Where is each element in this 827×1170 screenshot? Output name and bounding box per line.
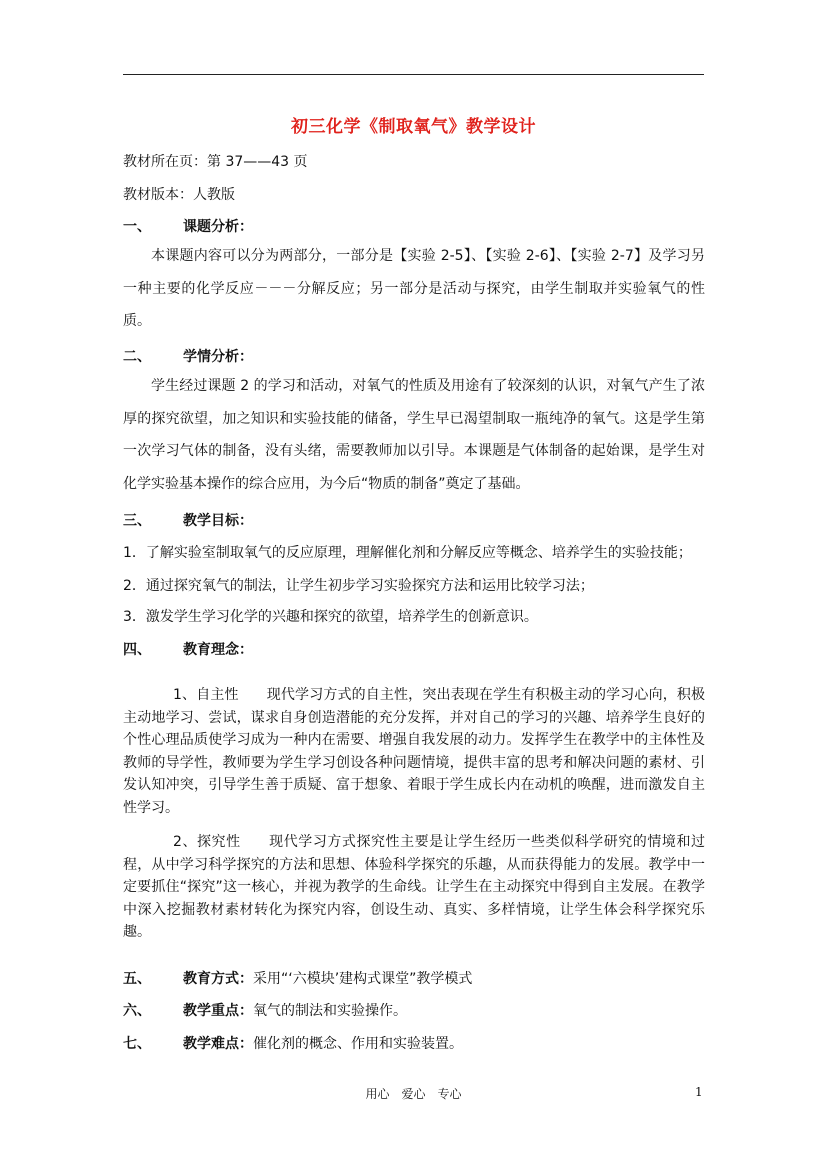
page-number: 1 (695, 1085, 703, 1099)
section-title: 课题分析： (183, 219, 253, 235)
philosophy-text: 现代学习方式探究性主要是让学生经历一些类似科学研究的情境和过程，从中学习科学探究的方法和思想、体验科学探究的乐趣，从而获得能力的发展。教学中一定要抓住“探究”这一核心，并视为教学的生命线。让学生在主动探究中得到自主发展。在教学中深入挖掘教材素材转化为探究内容，创设生动、真实、多样情境，让学生体会科学探究乐趣。 (123, 834, 705, 940)
section-number: 六、 (123, 1003, 151, 1019)
section-number: 三、 (123, 513, 151, 529)
section-number: 二、 (123, 349, 151, 365)
section-4-heading (123, 639, 253, 659)
section-title: 学情分析： (183, 349, 253, 365)
section-number: 四、 (123, 642, 151, 658)
textbook-edition: 教材版本：人教版 (123, 187, 235, 203)
footer-motto: 用心 爱心 专心 (365, 1087, 462, 1101)
philosophy-text: 现代学习方式的自主性，突出表现在学生有积极主动的学习心向，积极主动地学习、尝试，谋求自身创造潜能的充分发挥，并对自己的学习的兴趣、培养学生良好的个性心理品质使学习成为一种内在需要、增强自我发展的动力。发挥学生在教学中的主体性及教师的导学性，教师要为学生学习创设各种问题情境，提供丰富的思考和解决问题的素材、引发认知冲突，引导学生善于质疑、富于想象、着眼于学生成长内在动机的唤醒，进而激发自主性学习。 (123, 687, 705, 816)
section-text: 采用“‘六模块’建构式课堂”教学模式 (253, 971, 473, 987)
section-1-body: 本课题内容可以分为两部分，一部分是【实验 2-5】、【实验 2-6】、【实验 2-7】及学习另一种主要的化学反应－－－分解反应；另一部分是活动与探究，由学生制取并实验氧气的性质。 (123, 248, 705, 329)
section-1-heading (123, 216, 253, 236)
philosophy-inquiry (123, 831, 705, 944)
section-title: 教学难点： (183, 1036, 253, 1052)
section-number: 五、 (123, 971, 151, 987)
goal-item: 2．通过探究氧气的制法，让学生初步学习实验探究方法和运用比较学习法； (123, 578, 594, 594)
goal-item: 3．激发学生学习化学的兴趣和探究的欲望，培养学生的创新意识。 (123, 609, 538, 625)
goal-item: 1．了解实验室制取氧气的反应原理，理解催化剂和分解反应等概念、培养学生的实验技能； (123, 545, 692, 561)
section-number: 七、 (123, 1036, 151, 1052)
section-5-line (123, 968, 472, 988)
section-text: 催化剂的概念、作用和实验装置。 (253, 1036, 463, 1052)
section-6-line (123, 1000, 407, 1020)
section-number: 一、 (123, 219, 151, 235)
section-2-body: 学生经过课题 2 的学习和活动，对氧气的性质及用途有了较深刻的认识，对氧气产生了浓厚的探究欲望，加之知识和实验技能的储备，学生早已渴望制取一瓶纯净的氧气。这是学生第一次学习气体的制备，没有头绪，需要教师加以引导。本课题是气体制备的起始课，是学生对化学实验基本操作的综合应用，为今后“物质的制备”奠定了基础。 (123, 378, 705, 492)
philosophy-label: 1、自主性 (173, 687, 239, 703)
document-title: 初三化学《制取氧气》教学设计 (291, 117, 536, 137)
header-rule (123, 74, 704, 75)
section-title: 教学重点： (183, 1003, 253, 1019)
section-title: 教育方式： (183, 971, 253, 987)
section-2-heading (123, 346, 253, 366)
textbook-pages: 教材所在页：第 37——43 页 (123, 154, 308, 170)
philosophy-label: 2、探究性 (173, 834, 241, 850)
section-7-line (123, 1033, 463, 1053)
section-3-heading (123, 510, 253, 530)
section-text: 氧气的制法和实验操作。 (253, 1003, 407, 1019)
section-title: 教学目标： (183, 513, 253, 529)
philosophy-autonomy (123, 684, 705, 819)
section-title: 教育理念： (183, 642, 253, 658)
